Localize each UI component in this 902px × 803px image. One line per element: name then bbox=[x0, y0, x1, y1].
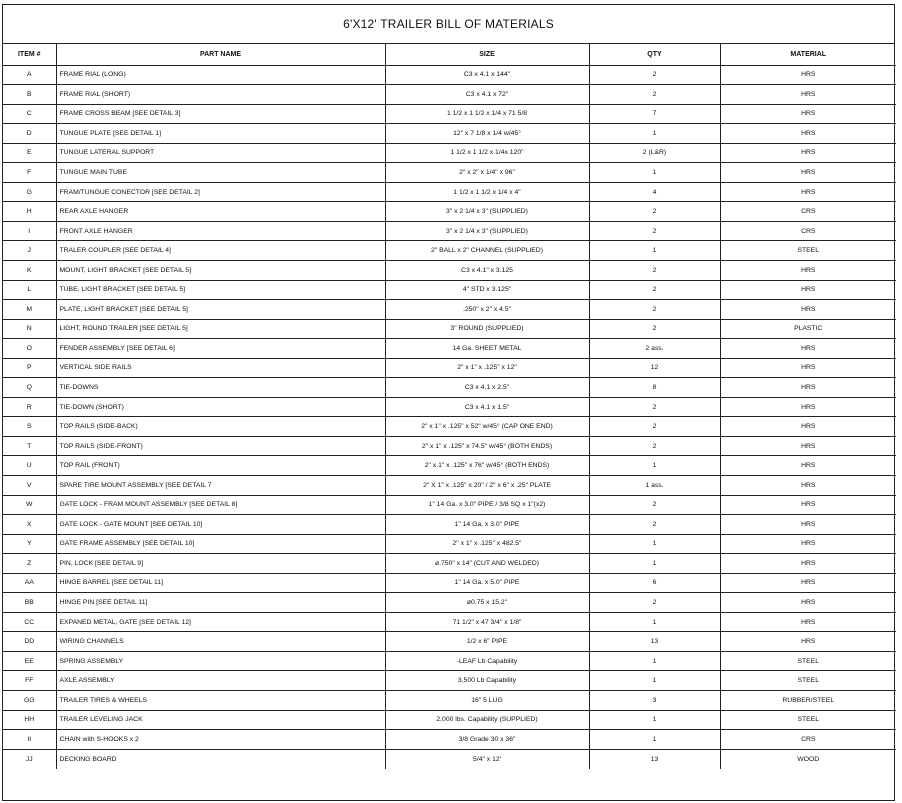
item-number-cell: Y bbox=[3, 534, 56, 554]
qty-cell: 13 bbox=[589, 632, 720, 652]
item-number-cell: G bbox=[3, 182, 56, 202]
item-number-cell: HH bbox=[3, 710, 56, 730]
part-name-cell: TUBE, LIGHT BRACKET [SEE DETAIL 5] bbox=[56, 280, 385, 300]
size-cell: 1 1/2 x 1 1/2 x 1/4 x 71 5/8 bbox=[385, 104, 589, 124]
part-name-cell: TIE-DOWNS bbox=[56, 378, 385, 398]
table-row bbox=[3, 124, 896, 144]
size-cell: 1" 14 Ga. x 3.0" PIPE bbox=[385, 515, 589, 535]
size-cell: 3,500 Lb Capability bbox=[385, 671, 589, 691]
material-cell: HRS bbox=[720, 534, 896, 554]
table-row bbox=[3, 163, 896, 183]
part-name-cell: AXLE ASSEMBLY bbox=[56, 671, 385, 691]
part-name-cell: HINGE PIN [SEE DETAIL 11] bbox=[56, 593, 385, 613]
table-row bbox=[3, 436, 896, 456]
size-cell: 14 Ga. SHEET METAL bbox=[385, 339, 589, 359]
item-number-cell: BB bbox=[3, 593, 56, 613]
part-name-cell: VERTICAL SIDE RAILS bbox=[56, 358, 385, 378]
size-cell: 2" x 1" x .125" x 12" bbox=[385, 358, 589, 378]
size-cell: 2" x 1" x .125" x 74.5" w/45° (BOTH ENDS) bbox=[385, 436, 589, 456]
qty-cell: 2 ass. bbox=[589, 339, 720, 359]
qty-cell: 2 bbox=[589, 593, 720, 613]
table-row bbox=[3, 417, 896, 437]
item-number-cell: X bbox=[3, 515, 56, 535]
size-cell: 16" 5 LUG bbox=[385, 691, 589, 711]
header-size: SIZE bbox=[385, 44, 589, 65]
part-name-cell: TOP RAILS (SIDE-BACK) bbox=[56, 417, 385, 437]
item-number-cell: R bbox=[3, 397, 56, 417]
material-cell: HRS bbox=[720, 573, 896, 593]
size-cell: 4" STD x 3.125" bbox=[385, 280, 589, 300]
item-number-cell: W bbox=[3, 495, 56, 515]
qty-cell: 1 bbox=[589, 554, 720, 574]
qty-cell: 2 bbox=[589, 260, 720, 280]
qty-cell: 2 bbox=[589, 319, 720, 339]
size-cell: C3 x 4.1" x 3.125 bbox=[385, 260, 589, 280]
material-cell: STEEL bbox=[720, 651, 896, 671]
material-cell: RUBBER/STEEL bbox=[720, 691, 896, 711]
bom-table bbox=[3, 44, 896, 769]
part-name-cell: MOUNT, LIGHT BRACKET [SEE DETAIL 5] bbox=[56, 260, 385, 280]
size-cell: ø0.75 x 15.2" bbox=[385, 593, 589, 613]
qty-cell: 8 bbox=[589, 378, 720, 398]
item-number-cell: II bbox=[3, 730, 56, 750]
item-number-cell: T bbox=[3, 436, 56, 456]
material-cell: HRS bbox=[720, 280, 896, 300]
table-row bbox=[3, 85, 896, 105]
size-cell: 2" x 1" x .125" x 76" w/45° (BOTH ENDS) bbox=[385, 456, 589, 476]
item-number-cell: Z bbox=[3, 554, 56, 574]
table-row bbox=[3, 593, 896, 613]
item-number-cell: O bbox=[3, 339, 56, 359]
part-name-cell: GATE FRAME ASSEMBLY [SEE DETAIL 10] bbox=[56, 534, 385, 554]
header-material: MATERIAL bbox=[720, 44, 896, 65]
size-cell: 1/2 x 6" PIPE bbox=[385, 632, 589, 652]
qty-cell: 3 bbox=[589, 691, 720, 711]
item-number-cell: P bbox=[3, 358, 56, 378]
size-cell: 2" x 1" x .125" x 52" w/45° (CAP ONE END) bbox=[385, 417, 589, 437]
part-name-cell: TUNGUE LATERAL SUPPORT bbox=[56, 143, 385, 163]
size-cell: 71 1/2" x 47 3/4" x 1/8" bbox=[385, 612, 589, 632]
qty-cell: 2 bbox=[589, 85, 720, 105]
qty-cell: 1 bbox=[589, 651, 720, 671]
item-number-cell: E bbox=[3, 143, 56, 163]
table-row bbox=[3, 280, 896, 300]
table-row bbox=[3, 143, 896, 163]
table-row bbox=[3, 495, 896, 515]
size-cell: 5/4" x 12' bbox=[385, 749, 589, 769]
item-number-cell: H bbox=[3, 202, 56, 222]
table-row bbox=[3, 475, 896, 495]
material-cell: HRS bbox=[720, 358, 896, 378]
item-number-cell: D bbox=[3, 124, 56, 144]
material-cell: HRS bbox=[720, 378, 896, 398]
part-name-cell: FRONT AXLE HANGER bbox=[56, 221, 385, 241]
part-name-cell: LIGHT, ROUND TRAILER [SEE DETAIL 5] bbox=[56, 319, 385, 339]
material-cell: HRS bbox=[720, 163, 896, 183]
qty-cell: 2 bbox=[589, 515, 720, 535]
header-part-name: PART NAME bbox=[56, 44, 385, 65]
table-row bbox=[3, 260, 896, 280]
size-cell: ø.750" x 14" (CUT AND WELDED) bbox=[385, 554, 589, 574]
table-row bbox=[3, 573, 896, 593]
qty-cell: 1 bbox=[589, 124, 720, 144]
item-number-cell: CC bbox=[3, 612, 56, 632]
part-name-cell: TIE-DOWN (SHORT) bbox=[56, 397, 385, 417]
item-number-cell: L bbox=[3, 280, 56, 300]
qty-cell: 2 bbox=[589, 221, 720, 241]
material-cell: HRS bbox=[720, 612, 896, 632]
size-cell: 2" x 2" x 1/4" x 96" bbox=[385, 163, 589, 183]
qty-cell: 12 bbox=[589, 358, 720, 378]
material-cell: HRS bbox=[720, 475, 896, 495]
material-cell: STEEL bbox=[720, 671, 896, 691]
part-name-cell: FRAME RIAL (LONG) bbox=[56, 65, 385, 85]
size-cell: .250" x 2" x 4.5" bbox=[385, 300, 589, 320]
table-row bbox=[3, 104, 896, 124]
table-row bbox=[3, 182, 896, 202]
part-name-cell: HINGE BARREL [SEE DETAIL 11] bbox=[56, 573, 385, 593]
item-number-cell: V bbox=[3, 475, 56, 495]
material-cell: HRS bbox=[720, 143, 896, 163]
table-row bbox=[3, 300, 896, 320]
size-cell: 12" x 7 1/8 x 1/4 w/45° bbox=[385, 124, 589, 144]
part-name-cell: FRAM/TUNGUE CONECTOR [SEE DETAIL 2] bbox=[56, 182, 385, 202]
bill-of-materials-sheet bbox=[2, 4, 895, 801]
item-number-cell: A bbox=[3, 65, 56, 85]
table-row bbox=[3, 534, 896, 554]
material-cell: HRS bbox=[720, 436, 896, 456]
item-number-cell: AA bbox=[3, 573, 56, 593]
item-number-cell: U bbox=[3, 456, 56, 476]
table-row bbox=[3, 397, 896, 417]
part-name-cell: FRAME RIAL (SHORT) bbox=[56, 85, 385, 105]
item-number-cell: M bbox=[3, 300, 56, 320]
size-cell: 2" X 1" x .125" x 20" / 2" x 6" x .25" PLATE bbox=[385, 475, 589, 495]
table-row bbox=[3, 671, 896, 691]
material-cell: CRS bbox=[720, 221, 896, 241]
table-header-row bbox=[3, 44, 896, 65]
header-item-number: ITEM # bbox=[3, 44, 56, 65]
table-row bbox=[3, 554, 896, 574]
table-row bbox=[3, 691, 896, 711]
material-cell: HRS bbox=[720, 456, 896, 476]
qty-cell: 1 bbox=[589, 710, 720, 730]
size-cell: C3 x 4.1 x 2.5" bbox=[385, 378, 589, 398]
part-name-cell: GATE LOCK - GATE MOUNT [SEE DETAIL 10] bbox=[56, 515, 385, 535]
material-cell: WOOD bbox=[720, 749, 896, 769]
material-cell: HRS bbox=[720, 515, 896, 535]
table-row bbox=[3, 456, 896, 476]
item-number-cell: N bbox=[3, 319, 56, 339]
part-name-cell: GATE LOCK - FRAM MOUNT ASSEMBLY [SEE DETAIL 8] bbox=[56, 495, 385, 515]
qty-cell: 6 bbox=[589, 573, 720, 593]
item-number-cell: F bbox=[3, 163, 56, 183]
part-name-cell: CHAIN with S-HOOKS x 2 bbox=[56, 730, 385, 750]
document-title: 6'X12' TRAILER BILL OF MATERIALS bbox=[3, 5, 894, 44]
qty-cell: 1 bbox=[589, 456, 720, 476]
qty-cell: 2 bbox=[589, 397, 720, 417]
material-cell: STEEL bbox=[720, 241, 896, 261]
part-name-cell: PIN, LOCK [SEE DETAIL 9] bbox=[56, 554, 385, 574]
size-cell: 1 1/2 x 1 1/2 x 1/4x 120" bbox=[385, 143, 589, 163]
item-number-cell: K bbox=[3, 260, 56, 280]
qty-cell: 4 bbox=[589, 182, 720, 202]
material-cell: CRS bbox=[720, 730, 896, 750]
size-cell: 3" x 2 1/4 x 3" (SUPPLIED) bbox=[385, 221, 589, 241]
material-cell: PLASTIC bbox=[720, 319, 896, 339]
material-cell: HRS bbox=[720, 397, 896, 417]
qty-cell: 1 bbox=[589, 534, 720, 554]
part-name-cell: TRAILER TIRES & WHEELS bbox=[56, 691, 385, 711]
qty-cell: 2 bbox=[589, 495, 720, 515]
size-cell: 1 1/2 x 1 1/2 x 1/4 x 4" bbox=[385, 182, 589, 202]
material-cell: HRS bbox=[720, 65, 896, 85]
material-cell: HRS bbox=[720, 104, 896, 124]
table-row bbox=[3, 632, 896, 652]
qty-cell: 1 bbox=[589, 241, 720, 261]
material-cell: HRS bbox=[720, 417, 896, 437]
table-row bbox=[3, 749, 896, 769]
table-row bbox=[3, 339, 896, 359]
material-cell: HRS bbox=[720, 339, 896, 359]
table-row bbox=[3, 710, 896, 730]
size-cell: 2" BALL x 2" CHANNEL (SUPPLIED) bbox=[385, 241, 589, 261]
size-cell: 2,000 lbs. Capability (SUPPLIED) bbox=[385, 710, 589, 730]
material-cell: HRS bbox=[720, 182, 896, 202]
table-row bbox=[3, 65, 896, 85]
qty-cell: 2 bbox=[589, 65, 720, 85]
qty-cell: 2 bbox=[589, 280, 720, 300]
qty-cell: 1 bbox=[589, 730, 720, 750]
part-name-cell: TUNGUE PLATE [SEE DETAIL 1] bbox=[56, 124, 385, 144]
table-row bbox=[3, 202, 896, 222]
material-cell: HRS bbox=[720, 593, 896, 613]
header-qty: QTY bbox=[589, 44, 720, 65]
size-cell: 3" x 2 1/4 x 3" (SUPPLIED) bbox=[385, 202, 589, 222]
part-name-cell: REAR AXLE HANGER bbox=[56, 202, 385, 222]
item-number-cell: C bbox=[3, 104, 56, 124]
part-name-cell: TRAILER LEVELING JACK bbox=[56, 710, 385, 730]
material-cell: STEEL bbox=[720, 710, 896, 730]
part-name-cell: FENDER ASSEMBLY [SEE DETAIL 6] bbox=[56, 339, 385, 359]
part-name-cell: EXPANED METAL, GATE [SEE DETAIL 12] bbox=[56, 612, 385, 632]
table-row bbox=[3, 730, 896, 750]
size-cell: C3 x 4.1 x 1.5" bbox=[385, 397, 589, 417]
material-cell: HRS bbox=[720, 124, 896, 144]
table-row bbox=[3, 378, 896, 398]
part-name-cell: SPARE TIRE MOUNT ASSEMBLY [SEE DETAIL 7 bbox=[56, 475, 385, 495]
item-number-cell: J bbox=[3, 241, 56, 261]
size-cell: -LEAF Lb Capability bbox=[385, 651, 589, 671]
qty-cell: 2 bbox=[589, 202, 720, 222]
qty-cell: 13 bbox=[589, 749, 720, 769]
item-number-cell: EE bbox=[3, 651, 56, 671]
qty-cell: 1 bbox=[589, 163, 720, 183]
material-cell: HRS bbox=[720, 554, 896, 574]
part-name-cell: DECKING BOARD bbox=[56, 749, 385, 769]
item-number-cell: B bbox=[3, 85, 56, 105]
size-cell: 3" ROUND (SUPPLIED) bbox=[385, 319, 589, 339]
qty-cell: 2 bbox=[589, 436, 720, 456]
qty-cell: 1 ass. bbox=[589, 475, 720, 495]
material-cell: HRS bbox=[720, 85, 896, 105]
item-number-cell: FF bbox=[3, 671, 56, 691]
part-name-cell: PLATE, LIGHT BRACKET [SEE DETAIL 5] bbox=[56, 300, 385, 320]
item-number-cell: I bbox=[3, 221, 56, 241]
size-cell: C3 x 4.1 x 144" bbox=[385, 65, 589, 85]
qty-cell: 7 bbox=[589, 104, 720, 124]
part-name-cell: TUNGUE MAIN TUBE bbox=[56, 163, 385, 183]
qty-cell: 2 (L&R) bbox=[589, 143, 720, 163]
qty-cell: 2 bbox=[589, 300, 720, 320]
item-number-cell: Q bbox=[3, 378, 56, 398]
part-name-cell: WIRING CHANNELS bbox=[56, 632, 385, 652]
table-row bbox=[3, 221, 896, 241]
material-cell: HRS bbox=[720, 260, 896, 280]
table-row bbox=[3, 651, 896, 671]
table-row bbox=[3, 515, 896, 535]
material-cell: CRS bbox=[720, 202, 896, 222]
size-cell: 1" 14 Ga. x 3.0" PIPE / 3/8 SQ x 1"(x2) bbox=[385, 495, 589, 515]
part-name-cell: TRALER COUPLER [SEE DETAIL 4] bbox=[56, 241, 385, 261]
material-cell: HRS bbox=[720, 495, 896, 515]
item-number-cell: S bbox=[3, 417, 56, 437]
item-number-cell: DD bbox=[3, 632, 56, 652]
qty-cell: 2 bbox=[589, 417, 720, 437]
item-number-cell: JJ bbox=[3, 749, 56, 769]
size-cell: C3 x 4.1 x 72" bbox=[385, 85, 589, 105]
material-cell: HRS bbox=[720, 632, 896, 652]
qty-cell: 1 bbox=[589, 671, 720, 691]
size-cell: 3/8 Grade 30 x 36" bbox=[385, 730, 589, 750]
table-row bbox=[3, 319, 896, 339]
part-name-cell: SPRING ASSEMBLY bbox=[56, 651, 385, 671]
table-row bbox=[3, 241, 896, 261]
size-cell: 2" x 1" x .125" x 482.5" bbox=[385, 534, 589, 554]
table-row bbox=[3, 358, 896, 378]
size-cell: 1" 14 Ga. x 5.0" PIPE bbox=[385, 573, 589, 593]
item-number-cell: GG bbox=[3, 691, 56, 711]
part-name-cell: TOP RAILS (SIDE-FRONT) bbox=[56, 436, 385, 456]
qty-cell: 1 bbox=[589, 612, 720, 632]
material-cell: HRS bbox=[720, 300, 896, 320]
part-name-cell: FRAME CROSS BEAM [SEE DETAIL 3] bbox=[56, 104, 385, 124]
table-row bbox=[3, 612, 896, 632]
part-name-cell: TOP RAIL (FRONT) bbox=[56, 456, 385, 476]
